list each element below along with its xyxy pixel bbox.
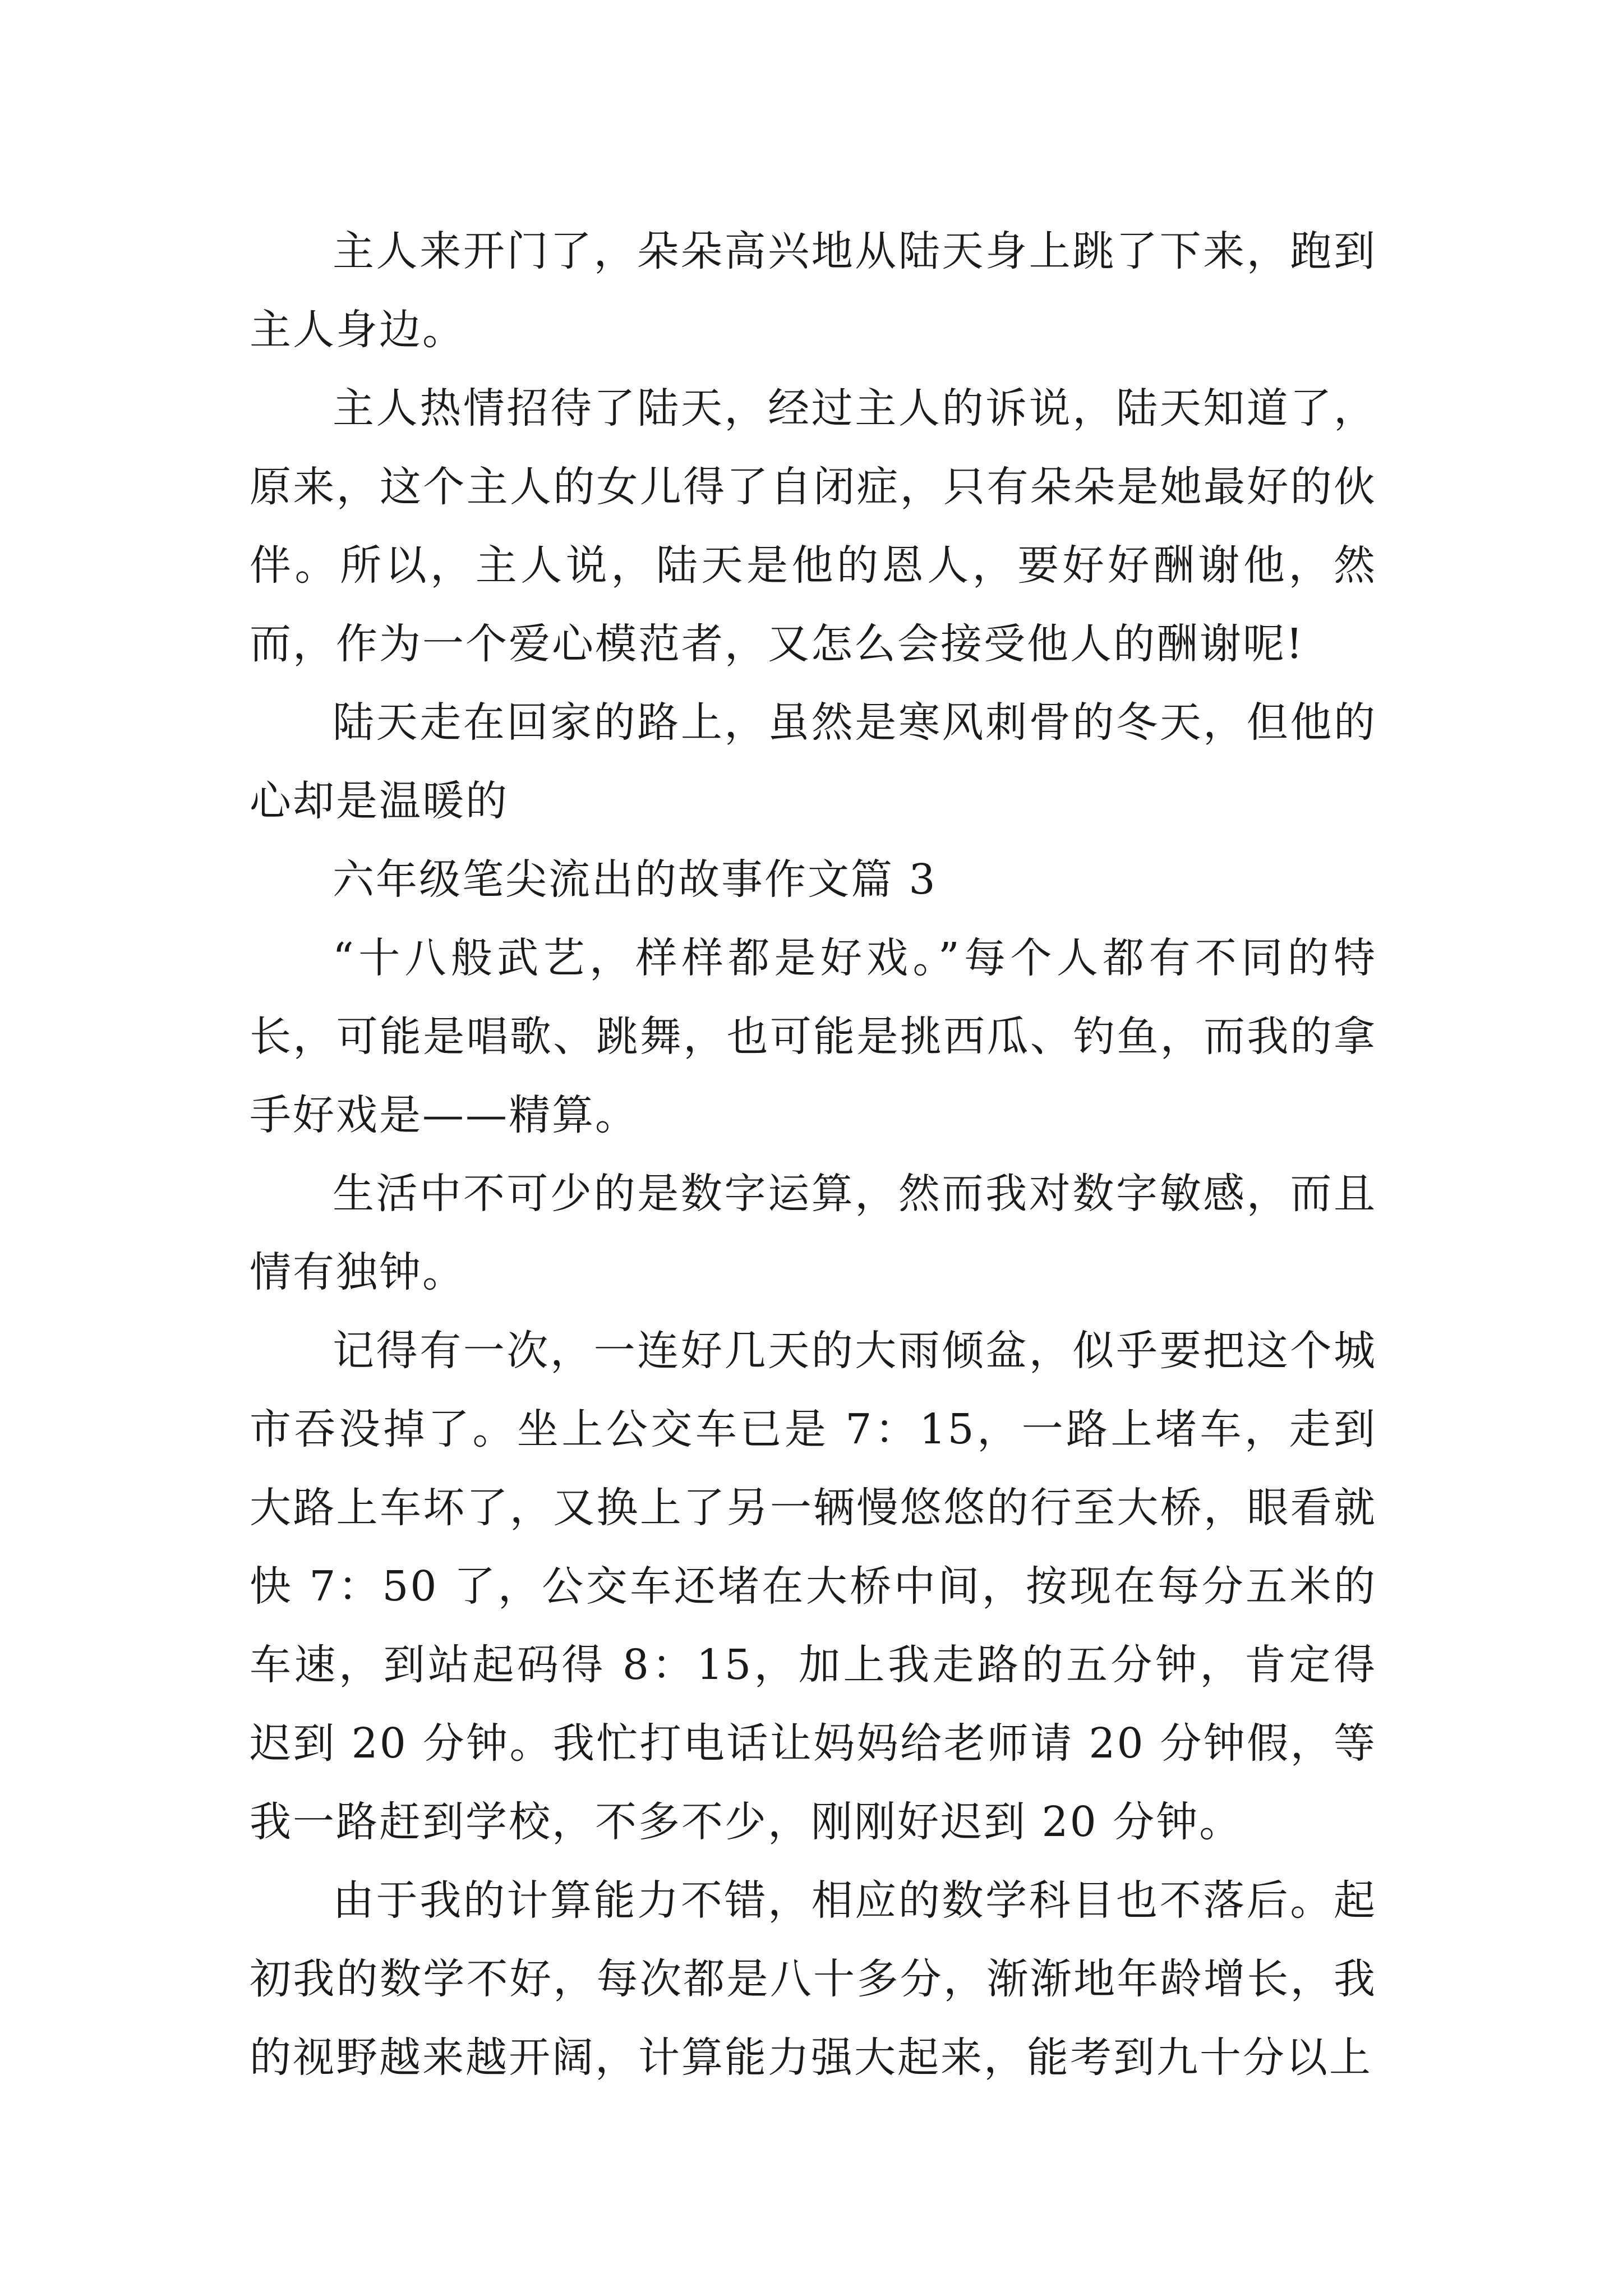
article-body <box>250 212 1377 2097</box>
paragraph: 记得有一次，一连好几天的大雨倾盆，似乎要把这个城市吞没掉了。坐上公交车已是 7：15，一路上堵车，走到大路上车坏了，又换上了另一辆慢悠悠的行至大桥，眼看就快 7：50 了，公交车还堵在大桥中间，按现在每分五米的车速，到站起码得 8：15，加上我走路的五分钟，肯定得迟到 20 分钟。我忙打电话让妈妈给老师请 20 分钟假，等我一路赶到学校，不多不少，刚刚好迟到 20 分钟。 <box>250 1327 1377 1846</box>
section-heading: 六年级笔尖流出的故事作文篇 3 <box>333 855 937 904</box>
paragraph: 陆天走在回家的路上，虽然是寒风刺骨的冬天，但他的心却是温暖的 <box>250 698 1377 825</box>
paragraph: 生活中不可少的是数字运算，然而我对数字敏感，而且情有独钟。 <box>250 1170 1377 1296</box>
paragraph: 由于我的计算能力不错，相应的数学科目也不落后。起初我的数学不好，每次都是八十多分，渐渐地年龄增长，我的视野越来越开阔，计算能力强大起来，能考到九十分以上 <box>250 1876 1377 2082</box>
paragraph: 主人来开门了，朵朵高兴地从陆天身上跳了下来，跑到主人身边。 <box>250 227 1377 354</box>
paragraph: “十八般武艺，样样都是好戏。”每个人都有不同的特长，可能是唱歌、跳舞，也可能是挑西瓜、钓鱼，而我的拿手好戏是——精算。 <box>250 934 1377 1139</box>
paragraph: 主人热情招待了陆天，经过主人的诉说，陆天知道了，原来，这个主人的女儿得了自闭症，只有朵朵是她最好的伙伴。所以，主人说，陆天是他的恩人，要好好酬谢他，然而，作为一个爱心模范者，又怎么会接受他人的酬谢呢! <box>250 384 1377 668</box>
